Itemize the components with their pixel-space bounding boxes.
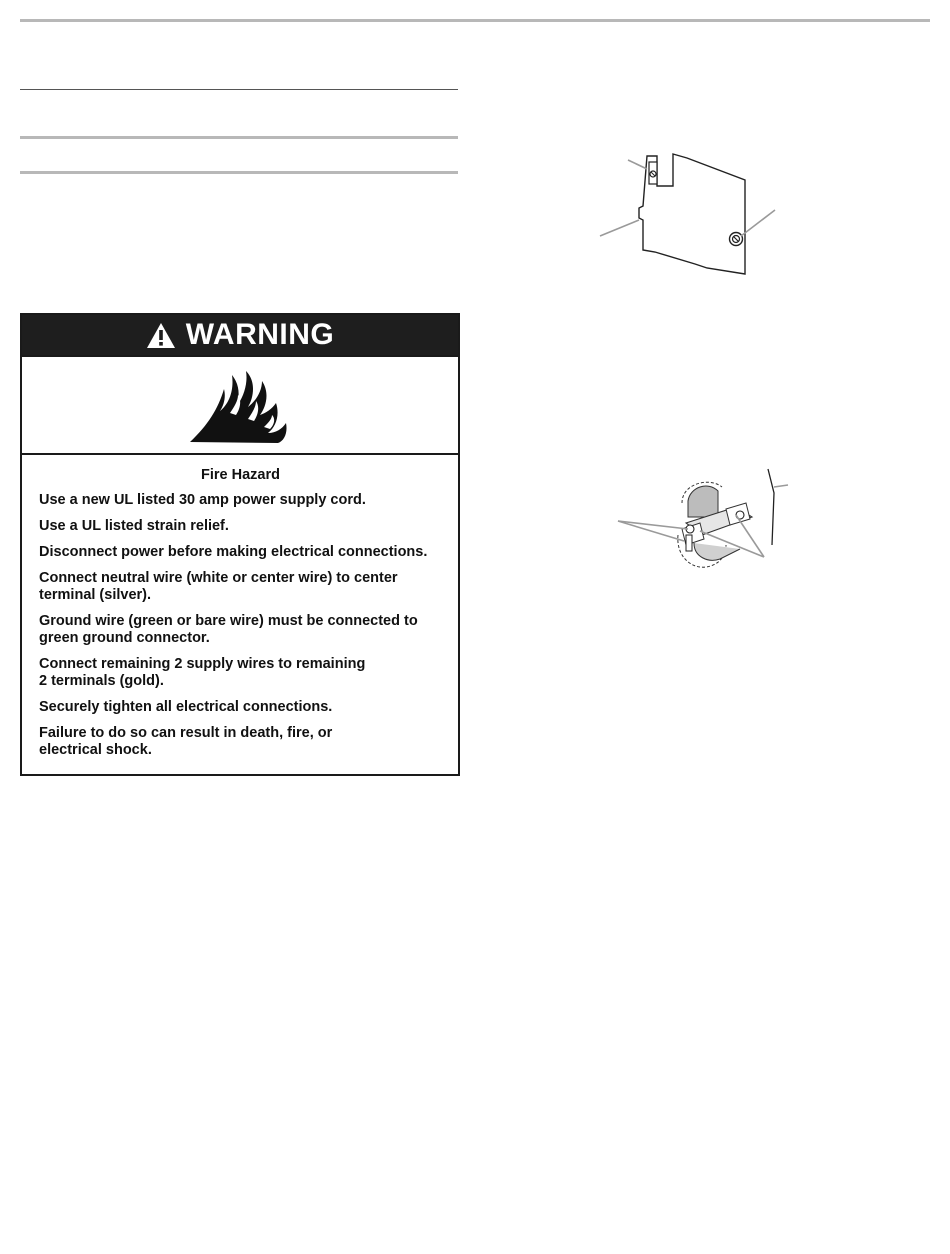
section-rule — [20, 89, 458, 90]
warning-title: WARNING — [185, 318, 335, 351]
warning-text — [22, 455, 458, 759]
warning-box — [20, 313, 460, 776]
fire-hazard-icon — [190, 367, 290, 443]
section-rule — [20, 136, 458, 139]
warning-triangle-icon — [146, 322, 176, 349]
warning-line: Failure to do so can result in death, fire, or electrical shock. — [39, 725, 333, 758]
hazard-title: Fire Hazard — [201, 467, 280, 483]
warning-header — [22, 315, 458, 357]
warning-line: Use a UL listed strain relief. — [39, 518, 229, 534]
strain-relief-illustration — [610, 465, 795, 575]
warning-line: Connect neutral wire (white or center wire) to center terminal (silver). — [39, 570, 398, 603]
warning-line: Connect remaining 2 supply wires to remaining 2 terminals (gold). — [39, 656, 366, 689]
section-rule — [20, 171, 458, 174]
warning-line: Securely tighten all electrical connections. — [39, 699, 333, 715]
warning-line: Ground wire (green or bare wire) must be connected to green ground connector. — [39, 613, 418, 646]
terminal-cover-illustration — [595, 150, 785, 280]
hazard-symbol-area — [22, 357, 458, 455]
warning-line: Disconnect power before making electrical connections. — [39, 544, 428, 560]
top-rule — [20, 19, 930, 22]
warning-line: Use a new UL listed 30 amp power supply cord. — [39, 492, 366, 508]
